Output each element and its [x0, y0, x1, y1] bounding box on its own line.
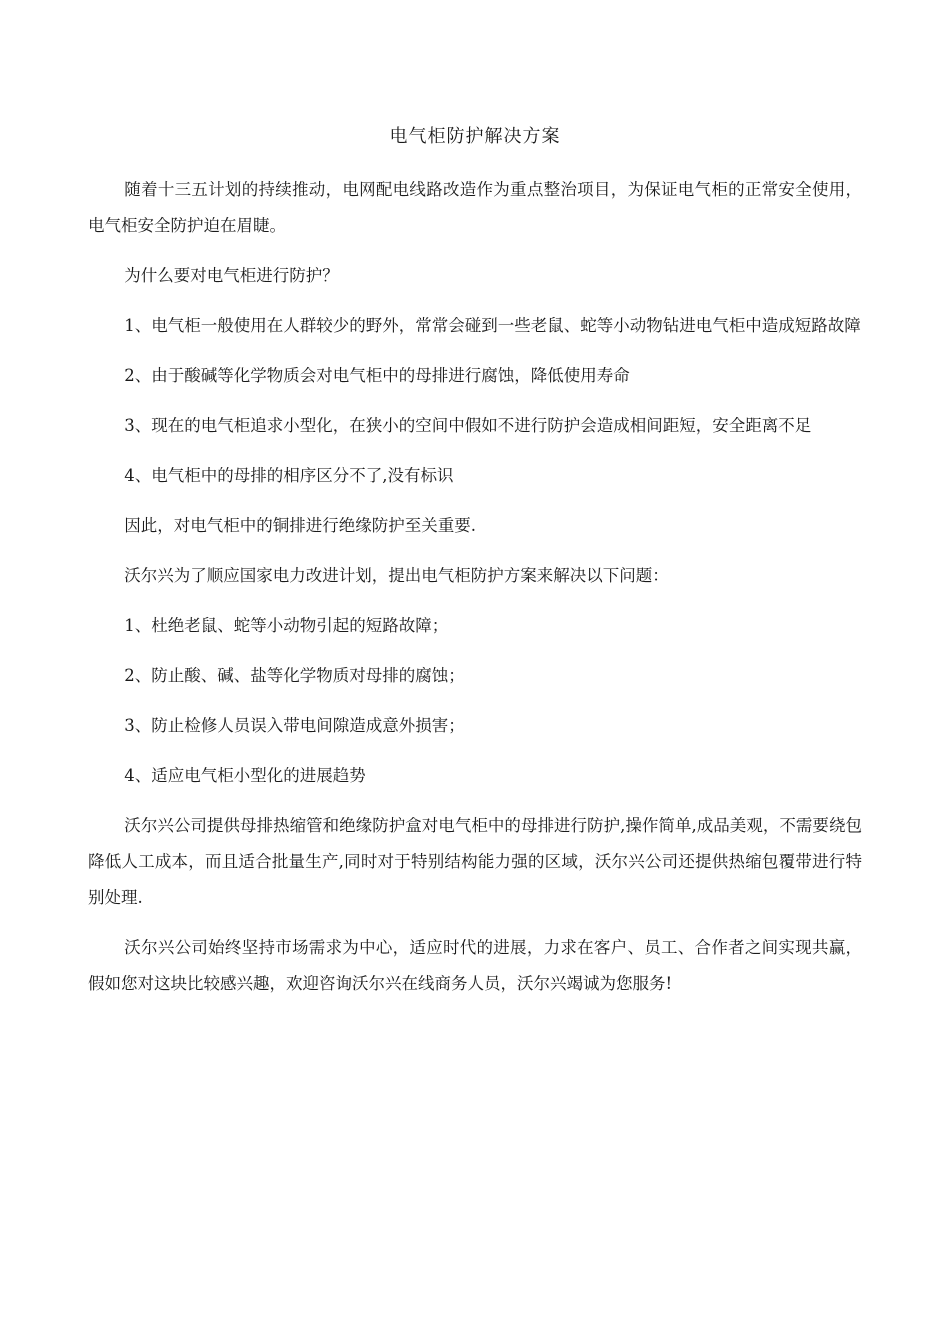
paragraph-solution-intro: 沃尔兴为了顺应国家电力改进计划，提出电气柜防护方案来解决以下问题： [124, 566, 669, 585]
list-item-solution-3: 3、防止检修人员误入带电间隙造成意外损害； [124, 716, 465, 735]
paragraph-conclusion: 因此，对电气柜中的铜排进行绝缘防护至关重要. [124, 516, 477, 535]
paragraph-question: 为什么要对电气柜进行防护？ [124, 266, 339, 285]
list-item-solution-4: 4、适应电气柜小型化的进展趋势 [124, 766, 366, 785]
list-item-solution-2: 2、防止酸、碱、盐等化学物质对母排的腐蚀； [124, 666, 465, 685]
list-item-reason-2: 2、由于酸碱等化学物质会对电气柜中的母排进行腐蚀，降低使用寿命 [124, 366, 630, 385]
list-item-reason-3: 3、现在的电气柜追求小型化，在狭小的空间中假如不进行防护会造成相间距短，安全距离不足 [124, 416, 812, 435]
list-item-solution-1: 1、杜绝老鼠、蛇等小动物引起的短路故障； [124, 616, 449, 635]
paragraph-closing: 沃尔兴公司始终坚持市场需求为中心，适应时代的进展，力求在客户、员工、合作者之间实现共赢，假如您对这块比较感兴趣，欢迎咨询沃尔兴在线商务人员，沃尔兴竭诚为您服务! [88, 938, 862, 993]
paragraph-products: 沃尔兴公司提供母排热缩管和绝缘防护盒对电气柜中的母排进行防护,操作简单,成品美观，不需要绕包降低人工成本，而且适合批量生产,同时对于特别结构能力强的区域，沃尔兴公司还提供热缩包覆带进行特别处理. [88, 816, 862, 907]
document-title: 电气柜防护解决方案 [389, 126, 561, 147]
paragraph-intro: 随着十三五计划的持续推动，电网配电线路改造作为重点整治项目，为保证电气柜的正常安全使用，电气柜安全防护迫在眉睫。 [88, 180, 862, 235]
list-item-reason-1: 1、电气柜一般使用在人群较少的野外，常常会碰到一些老鼠、蛇等小动物钻进电气柜中造成短路故障 [124, 316, 861, 335]
list-item-reason-4: 4、电气柜中的母排的相序区分不了,没有标识 [124, 466, 454, 485]
